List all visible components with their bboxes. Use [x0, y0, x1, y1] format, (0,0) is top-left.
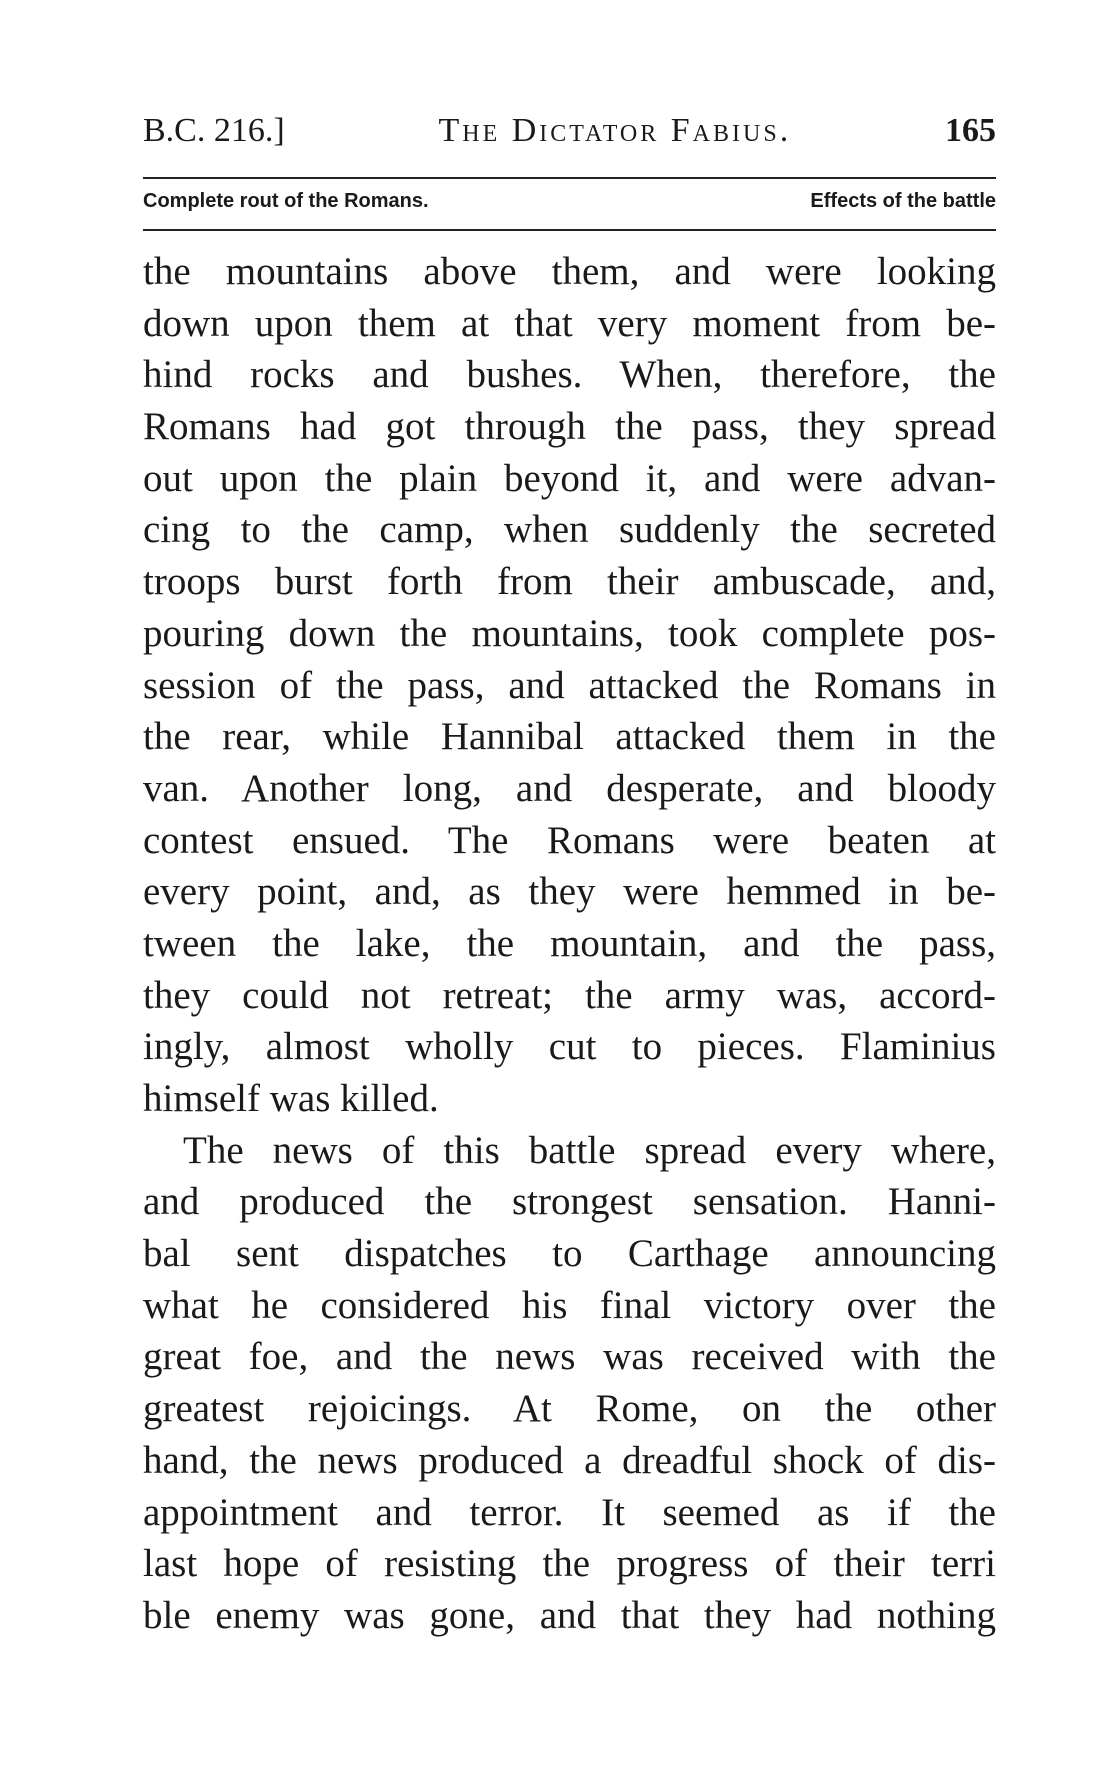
text-line: appointment and terror. It seemed as if the — [143, 1490, 996, 1534]
text-line: hind rocks and bushes. When, therefore, the — [143, 353, 996, 397]
header-rule — [143, 177, 996, 179]
text-line: out upon the plain beyond it, and were advan- — [143, 456, 996, 500]
text-line: every point, and, as they were hemmed in be- — [143, 870, 996, 914]
text-line: greatest rejoicings. At Rome, on the other — [143, 1387, 996, 1431]
text-line: The news of this battle spread every where, — [183, 1128, 996, 1172]
text-line: cing to the camp, when suddenly the secreted — [143, 508, 996, 552]
text-line: van. Another long, and desperate, and bloody — [143, 766, 996, 810]
text-line: tween the lake, the mountain, and the pass, — [143, 921, 996, 965]
text-line: the mountains above them, and were looking — [143, 250, 996, 293]
text-line: Romans had got through the pass, they spread — [143, 405, 996, 449]
subheader-left: Complete rout of the Romans. — [143, 190, 429, 212]
subheader-rule — [143, 229, 996, 231]
text-line: last hope of resisting the progress of their terri — [143, 1542, 996, 1586]
header-title: The Dictator Fabius. — [438, 112, 792, 149]
page-number: 165 — [945, 112, 996, 149]
text-line: they could not retreat; the army was, accord- — [143, 973, 996, 1017]
body-text — [143, 246, 996, 1642]
text-line: pouring down the mountains, took complete pos- — [143, 611, 996, 655]
text-line: session of the pass, and attacked the Romans in — [143, 663, 996, 707]
text-line: great foe, and the news was received with the — [143, 1335, 996, 1379]
text-line: ingly, almost wholly cut to pieces. Flaminius — [143, 1025, 996, 1069]
subheader-right: Effects of the battle — [810, 190, 996, 212]
text-line: hand, the news produced a dreadful shock of dis- — [143, 1438, 996, 1482]
text-line: the rear, while Hannibal attacked them in the — [143, 715, 996, 759]
text-line: troops burst forth from their ambuscade, and, — [143, 560, 996, 604]
text-line: himself was killed. — [143, 1077, 439, 1120]
header-date: B.C. 216.] — [143, 112, 285, 149]
running-header — [143, 112, 996, 162]
text-line: ble enemy was gone, and that they had nothing — [143, 1593, 996, 1637]
text-line: what he considered his final victory over the — [143, 1283, 996, 1327]
text-line: bal sent dispatches to Carthage announcing — [143, 1232, 996, 1276]
text-line: contest ensued. The Romans were beaten at — [143, 818, 996, 862]
subheader — [143, 190, 996, 213]
text-line: down upon them at that very moment from be- — [143, 301, 996, 345]
text-line: and produced the strongest sensation. Hanni- — [143, 1180, 996, 1224]
